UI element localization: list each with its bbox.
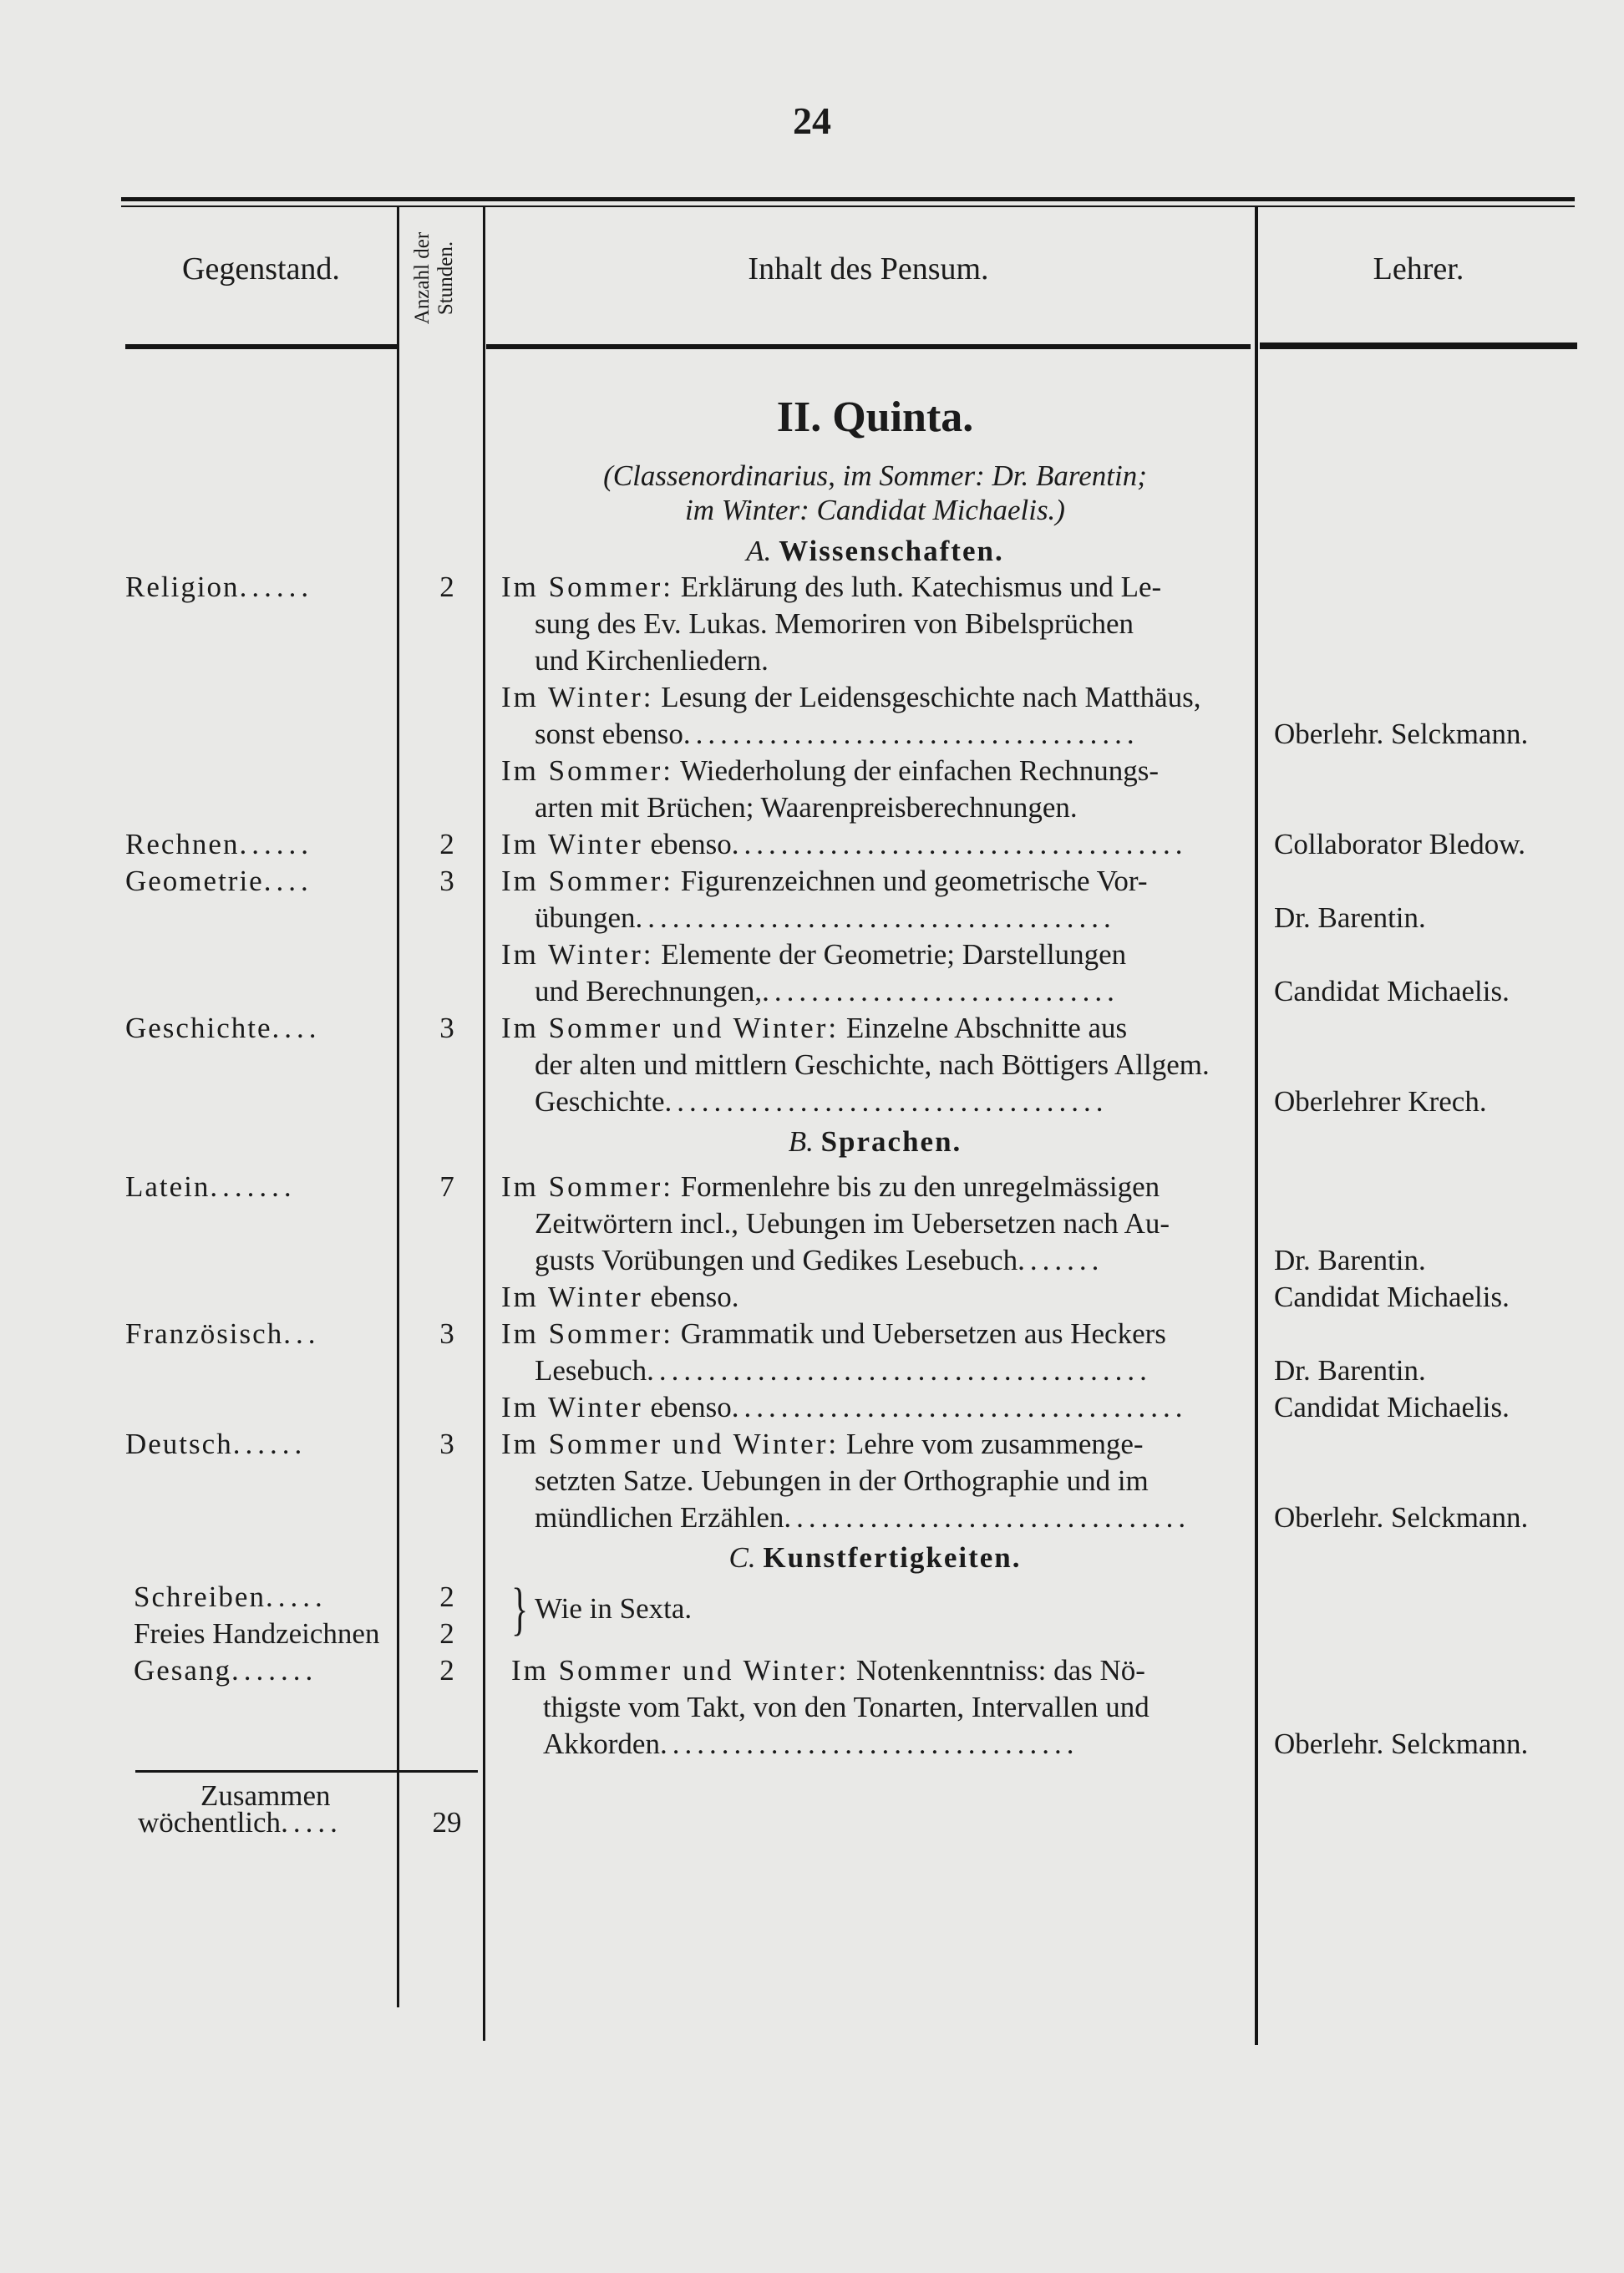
rechnen-line-1-text: Wiederholung der einfachen Rechnungs- <box>680 754 1160 787</box>
hours-latein: 7 <box>439 1170 454 1203</box>
teacher-rechnen: Collaborator Bledow. <box>1274 828 1526 860</box>
leader-dots: ............................. <box>762 975 1119 1007</box>
section-c-heading <box>501 1540 1249 1576</box>
geschichte-line-1 <box>501 1010 1127 1047</box>
geometrie-line-3-text: Elemente der Geometrie; Darstellungen <box>661 938 1127 971</box>
leader-dots: ..... <box>281 1806 343 1839</box>
hours-deutsch: 3 <box>439 1428 454 1460</box>
subject-franzoesisch <box>125 1316 320 1352</box>
header-hours-line2: Stunden. <box>434 241 457 315</box>
sexta-note: Wie in Sexta. <box>535 1592 693 1625</box>
leader-dots: ......................................... <box>647 1354 1152 1387</box>
leader-dots: ....... <box>231 1654 318 1687</box>
latein-line-4-text: ebenso. <box>650 1281 739 1313</box>
teacher-franzoesisch-sommer: Dr. Barentin. <box>1274 1354 1426 1387</box>
season-label: Im Sommer: <box>501 571 673 603</box>
leader-dots: ................................. <box>784 1501 1191 1534</box>
gesang-line-3-text: Akkorden <box>543 1728 660 1760</box>
col-divider-1 <box>397 207 399 2007</box>
header-rule-content <box>486 344 1251 349</box>
section-b-heading <box>501 1124 1249 1160</box>
deutsch-line-2: setzten Satze. Uebungen in der Orthographie und im <box>535 1464 1149 1497</box>
rechnen-line-3 <box>501 826 1187 863</box>
season-label: Im Sommer: <box>501 1317 673 1350</box>
religion-line-2: sung des Ev. Lukas. Memoriren von Bibelsprüchen <box>535 607 1134 640</box>
gesang-line-1-text: Notenkenntniss: das Nö- <box>855 1654 1145 1687</box>
latein-line-3 <box>535 1242 1104 1279</box>
season-label: Im Sommer und Winter: <box>511 1654 850 1687</box>
religion-line-4 <box>501 679 1201 716</box>
total-rule <box>135 1770 478 1773</box>
rechnen-line-1 <box>501 753 1159 789</box>
section-b-title: Sprachen. <box>820 1125 962 1158</box>
deutsch-line-3-text: mündlichen Erzählen <box>535 1501 784 1534</box>
geometrie-line-2 <box>535 900 1116 936</box>
teacher-religion: Oberlehr. Selckmann. <box>1274 718 1529 750</box>
subject-geschichte-label: Geschichte <box>125 1012 272 1044</box>
geometrie-line-2-text: übungen <box>535 901 636 934</box>
hours-rechnen: 2 <box>439 828 454 860</box>
geschichte-line-2: der alten und mittlern Geschichte, nach Böttigers Allgem. <box>535 1048 1210 1081</box>
hours-total: 29 <box>432 1806 462 1839</box>
hours-schreiben: 2 <box>439 1580 454 1613</box>
header-subject: Gegenstand. <box>182 251 340 287</box>
religion-line-3: und Kirchenliedern. <box>535 644 769 677</box>
section-b-letter: B. <box>788 1125 814 1158</box>
leader-dots: ..................................... <box>683 718 1139 750</box>
latein-line-4 <box>501 1279 738 1316</box>
franzoesisch-line-3 <box>501 1389 1187 1426</box>
subject-gesang <box>134 1652 317 1689</box>
header-content: Inhalt des Pensum. <box>748 251 989 287</box>
geschichte-line-3-text: Geschichte <box>535 1085 665 1118</box>
leader-dots: ....................................... <box>635 901 1116 934</box>
geometrie-line-3 <box>501 936 1126 973</box>
deutsch-line-1 <box>501 1426 1144 1463</box>
leader-dots: .................................... <box>664 1085 1109 1118</box>
leader-dots: ...... <box>232 1428 307 1460</box>
leader-dots: ..................................... <box>731 828 1188 860</box>
section-a-heading <box>501 533 1249 570</box>
ordinarius-line-2: im Winter: Candidat Michaelis.) <box>685 494 1065 526</box>
subject-rechnen <box>125 826 313 863</box>
latein-line-2: Zeitwörtern incl., Uebungen im Uebersetzen nach Au- <box>535 1207 1170 1240</box>
religion-line-1 <box>501 569 1161 606</box>
hours-geometrie: 3 <box>439 865 454 897</box>
subject-rechnen-label: Rechnen <box>125 828 240 860</box>
subject-geschichte <box>125 1010 321 1047</box>
hours-franzoesisch: 3 <box>439 1317 454 1350</box>
teacher-geschichte: Oberlehrer Krech. <box>1274 1085 1487 1118</box>
geschichte-line-1-text: Einzelne Abschnitte aus <box>845 1012 1128 1044</box>
section-c-title: Kunstfertigkeiten. <box>763 1541 1022 1574</box>
geometrie-line-1 <box>501 863 1148 900</box>
season-label: Im Winter <box>501 1281 643 1313</box>
religion-line-4-text: Lesung der Leidensgeschichte nach Matthäus, <box>661 681 1201 713</box>
total-label-2 <box>138 1804 343 1841</box>
leader-dots: ...... <box>239 571 314 603</box>
header-rule-left <box>125 344 397 349</box>
header-teacher: Lehrer. <box>1373 251 1464 287</box>
franzoesisch-line-1 <box>501 1316 1166 1352</box>
hours-zeichnen: 2 <box>439 1617 454 1650</box>
leader-dots: ..... <box>265 1580 327 1613</box>
top-rule-thick <box>121 197 1575 201</box>
total-label-1: Zusammen <box>200 1779 331 1812</box>
latein-line-1 <box>501 1169 1160 1205</box>
subject-deutsch-label: Deutsch <box>125 1428 233 1460</box>
geschichte-line-3 <box>535 1083 1108 1120</box>
subject-religion <box>125 569 313 606</box>
hours-geschichte: 3 <box>439 1012 454 1044</box>
gesang-line-2: thigste vom Takt, von den Tonarten, Intervallen und <box>543 1691 1149 1723</box>
leader-dots: ... <box>283 1317 321 1350</box>
col-divider-2 <box>483 207 485 2041</box>
teacher-geometrie-sommer: Dr. Barentin. <box>1274 901 1426 934</box>
class-title: II. Quinta. <box>776 393 974 441</box>
leader-dots: ....... <box>210 1170 297 1203</box>
deutsch-line-1-text: Lehre vom zusammenge- <box>845 1428 1144 1460</box>
rechnen-line-2: arten mit Brüchen; Waarenpreisberechnungen. <box>535 791 1078 824</box>
header-rule-teacher <box>1260 342 1577 349</box>
religion-line-5 <box>535 716 1139 753</box>
gesang-line-1 <box>511 1652 1145 1689</box>
leader-dots: ..................................... <box>731 1391 1188 1423</box>
page-number: 24 <box>793 99 831 142</box>
franzoesisch-line-2-text: Lesebuch <box>535 1354 647 1387</box>
geometrie-line-4 <box>535 973 1119 1010</box>
subject-deutsch <box>125 1426 307 1463</box>
teacher-geometrie-winter: Candidat Michaelis. <box>1274 975 1510 1007</box>
subject-latein <box>125 1169 297 1205</box>
religion-line-5-text: sonst ebenso <box>535 718 683 750</box>
subject-franzoesisch-label: Französisch <box>125 1317 284 1350</box>
leader-dots: .................................. <box>659 1728 1079 1760</box>
teacher-latein-sommer: Dr. Barentin. <box>1274 1244 1426 1276</box>
season-label: Im Winter <box>501 1391 643 1423</box>
latein-line-1-text: Formenlehre bis zu den unregelmässigen <box>680 1170 1160 1203</box>
ordinarius-line-1: (Classenordinarius, im Sommer: Dr. Barentin; <box>603 459 1147 492</box>
latein-line-3-text: gusts Vorübungen und Gedikes Lesebuch <box>535 1244 1018 1276</box>
header-hours <box>393 209 476 347</box>
hours-religion: 2 <box>439 571 454 603</box>
season-label: Im Sommer: <box>501 865 673 897</box>
geometrie-line-4-text: und Berechnungen, <box>535 975 763 1007</box>
subject-gesang-label: Gesang <box>134 1654 231 1687</box>
hours-gesang: 2 <box>439 1654 454 1687</box>
subject-schreiben <box>134 1579 327 1616</box>
deutsch-line-3 <box>535 1499 1190 1536</box>
subject-geometrie <box>125 863 313 900</box>
geometrie-line-1-text: Figurenzeichnen und geometrische Vor- <box>680 865 1148 897</box>
gesang-line-3 <box>543 1726 1078 1763</box>
subject-latein-label: Latein <box>125 1170 211 1203</box>
leader-dots: ....... <box>1018 1244 1104 1276</box>
season-label: Im Winter: <box>501 681 654 713</box>
subject-geometrie-label: Geometrie <box>125 865 264 897</box>
season-label: Im Sommer und Winter: <box>501 1428 840 1460</box>
col-divider-3 <box>1255 207 1258 2045</box>
leader-dots: ...... <box>239 828 313 860</box>
total-label-2-text: wöchentlich <box>138 1806 282 1839</box>
franzoesisch-line-2 <box>535 1352 1152 1389</box>
season-label: Im Sommer: <box>501 1170 673 1203</box>
season-label: Im Winter: <box>501 938 654 971</box>
franzoesisch-line-1-text: Grammatik und Uebersetzen aus Heckers <box>680 1317 1166 1350</box>
section-a-letter: A. <box>746 535 772 567</box>
subject-schreiben-label: Schreiben <box>134 1580 266 1613</box>
rechnen-line-3-text: ebenso <box>650 828 732 860</box>
subject-zeichnen: Freies Handzeichnen <box>134 1617 380 1650</box>
leader-dots: .... <box>272 1012 322 1044</box>
header-hours-line1: Anzahl der <box>411 231 434 324</box>
season-label: Im Sommer und Winter: <box>501 1012 840 1044</box>
teacher-latein-winter: Candidat Michaelis. <box>1274 1281 1510 1313</box>
section-c-letter: C. <box>728 1541 756 1574</box>
leader-dots: .... <box>263 865 313 897</box>
subject-religion-label: Religion <box>125 571 240 603</box>
section-a-title: Wissenschaften. <box>779 535 1004 567</box>
brace: } <box>511 1577 529 1641</box>
religion-line-1-text: Erklärung des luth. Katechismus und Le- <box>680 571 1162 603</box>
franzoesisch-line-3-text: ebenso <box>650 1391 732 1423</box>
top-rule-thin <box>121 205 1575 207</box>
teacher-franzoesisch-winter: Candidat Michaelis. <box>1274 1391 1510 1423</box>
season-label: Im Sommer: <box>501 754 673 787</box>
season-label: Im Winter <box>501 828 643 860</box>
teacher-gesang: Oberlehr. Selckmann. <box>1274 1728 1529 1760</box>
teacher-deutsch: Oberlehr. Selckmann. <box>1274 1501 1529 1534</box>
